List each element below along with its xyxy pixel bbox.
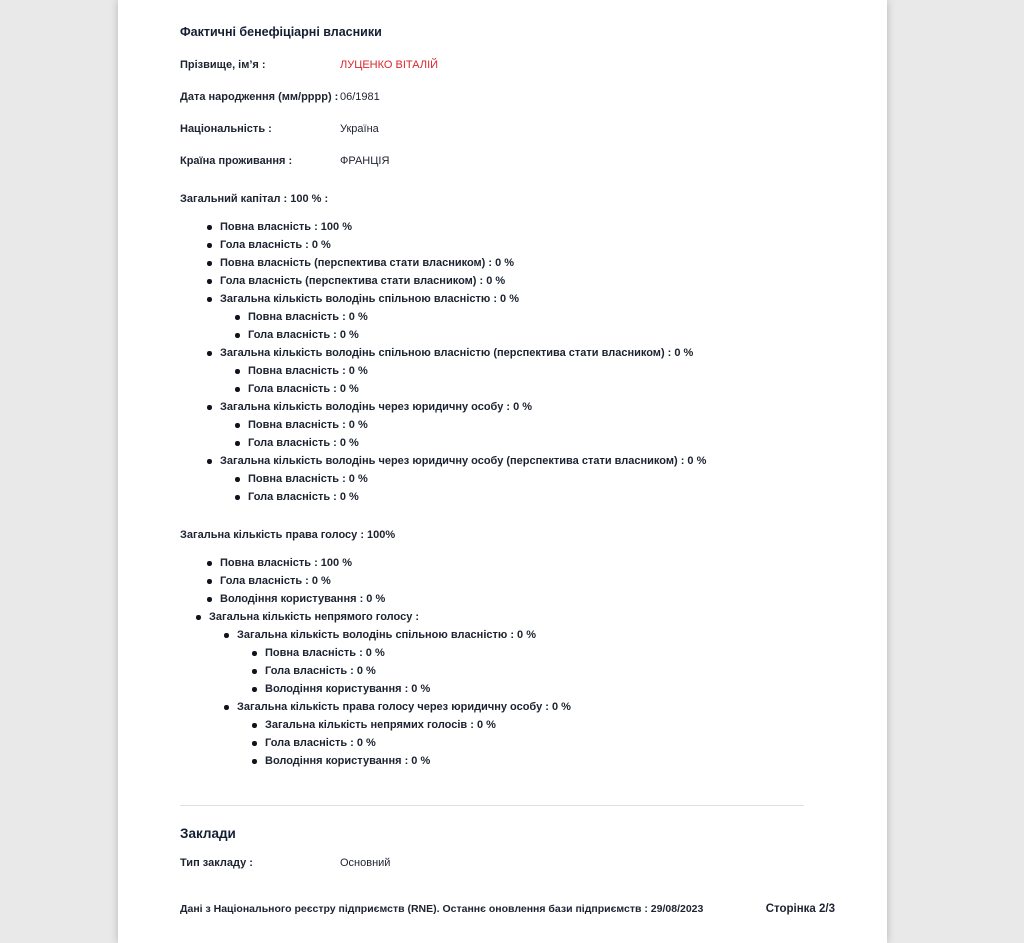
- list-item: [207, 593, 835, 606]
- list-item: [252, 737, 835, 750]
- list-item-text: Гола власність : 0 %: [265, 737, 376, 749]
- list-item: [252, 647, 835, 660]
- list-item-text: Загальна кількість володінь спільною власністю : 0 %: [220, 293, 520, 305]
- list-item-text: Повна власність : 0 %: [248, 365, 368, 377]
- field-row-birthdate: [180, 91, 835, 104]
- bullet-list: [220, 473, 835, 504]
- bullet-list: [220, 365, 835, 396]
- bullet-list: [220, 419, 835, 450]
- list-item: [235, 419, 835, 432]
- list-item-text: Загальна кількість володінь через юридичну особу (перспектива стати власником) : 0 %: [220, 455, 707, 467]
- bullet-list: [209, 629, 835, 768]
- voting-direct-list-container: [180, 557, 835, 606]
- list-item-text: Гола власність : 0 %: [248, 329, 359, 341]
- voting-indirect-list-container: [180, 611, 835, 768]
- field-row-residence-country: [180, 155, 835, 168]
- section-divider: [180, 805, 804, 806]
- list-item-text: Гола власність : 0 %: [248, 437, 359, 449]
- list-item-text: Загальна кількість права голосу через юридичну особу : 0 %: [237, 701, 571, 713]
- list-item: [207, 239, 835, 252]
- list-item-text: Повна власність : 0 %: [248, 311, 368, 323]
- list-item-text: Володіння користування : 0 %: [220, 593, 386, 605]
- page-footer: [180, 903, 835, 915]
- field-label: Країна проживання :: [180, 155, 293, 167]
- heading-voting-rights: Загальна кількість права голосу : 100%: [180, 529, 396, 541]
- list-item: [207, 455, 835, 504]
- list-item: [207, 257, 835, 270]
- page-content: [118, 0, 887, 870]
- list-item: [235, 311, 835, 324]
- list-item-text: Повна власність : 100 %: [220, 557, 352, 569]
- list-item: [196, 611, 835, 768]
- field-value-birthdate: 06/1981: [340, 91, 380, 103]
- page-number: Сторінка 2/3: [765, 903, 835, 915]
- section-title-beneficial-owners: Фактичні бенефіціарні власники: [180, 25, 382, 39]
- list-item: [235, 383, 835, 396]
- list-item-text: Повна власність (перспектива стати власником) : 0 %: [220, 257, 515, 269]
- field-label: Прізвище, ім’я :: [180, 59, 266, 71]
- list-item-text: Гола власність : 0 %: [248, 383, 359, 395]
- list-item: [252, 683, 835, 696]
- list-item-text: Гола власність (перспектива стати власником) : 0 %: [220, 275, 506, 287]
- list-item-text: Загальна кількість непрямих голосів : 0 %: [265, 719, 496, 731]
- field-row-name: [180, 59, 835, 72]
- list-item-text: Повна власність : 100 %: [220, 221, 352, 233]
- list-item: [235, 329, 835, 342]
- list-item-text: Гола власність : 0 %: [248, 491, 359, 503]
- field-row-establishment-type: [180, 857, 835, 870]
- list-item: [207, 575, 835, 588]
- field-row-nationality: [180, 123, 835, 136]
- list-item: [252, 665, 835, 678]
- list-item: [207, 347, 835, 396]
- list-item: [235, 491, 835, 504]
- list-item-text: Гола власність : 0 %: [220, 575, 331, 587]
- bullet-list: [180, 557, 835, 606]
- field-label: Тип закладу :: [180, 857, 253, 869]
- footer-source-note: Дані з Національного реєстру підприємств (RNE). Останнє оновлення бази підприємств : 29/08/2023: [180, 903, 704, 915]
- list-item-text: Гола власність : 0 %: [265, 665, 376, 677]
- bullet-list: [220, 311, 835, 342]
- list-item: [207, 401, 835, 450]
- field-value-owner-name: ЛУЦЕНКО ВІТАЛІЙ: [340, 59, 439, 71]
- list-item-text: Загальна кількість непрямого голосу :: [209, 611, 420, 623]
- list-item: [252, 755, 835, 768]
- list-item: [207, 221, 835, 234]
- field-value-residence-country: ФРАНЦІЯ: [340, 155, 390, 167]
- list-item: [207, 557, 835, 570]
- bullet-list: [237, 719, 835, 768]
- list-item: [235, 365, 835, 378]
- section-title-establishments: Заклади: [180, 826, 236, 841]
- list-item-text: Володіння користування : 0 %: [265, 755, 431, 767]
- list-item: [235, 473, 835, 486]
- list-item-text: Повна власність : 0 %: [265, 647, 385, 659]
- field-value-nationality: Україна: [340, 123, 379, 135]
- list-item-text: Загальна кількість володінь спільною власністю (перспектива стати власником) : 0 %: [220, 347, 694, 359]
- list-item: [224, 629, 835, 696]
- list-item-text: Повна власність : 0 %: [248, 419, 368, 431]
- list-item-text: Володіння користування : 0 %: [265, 683, 431, 695]
- heading-total-capital: Загальний капітал : 100 % :: [180, 193, 329, 205]
- list-item-text: Гола власність : 0 %: [220, 239, 331, 251]
- bullet-list: [237, 647, 835, 696]
- field-value-establishment-type: Основний: [340, 857, 391, 869]
- list-item: [235, 437, 835, 450]
- list-item: [252, 719, 835, 732]
- list-item: [224, 701, 835, 768]
- document-page: [118, 0, 887, 943]
- bullet-list: [180, 611, 835, 768]
- list-item: [207, 293, 835, 342]
- list-item-text: Загальна кількість володінь спільною власністю : 0 %: [237, 629, 537, 641]
- field-label: Національність :: [180, 123, 272, 135]
- list-item-text: Загальна кількість володінь через юридичну особу : 0 %: [220, 401, 533, 413]
- capital-list-container: [180, 221, 835, 504]
- list-item-text: Повна власність : 0 %: [248, 473, 368, 485]
- list-item: [207, 275, 835, 288]
- bullet-list: [180, 221, 835, 504]
- field-label: Дата народження (мм/рррр) :: [180, 91, 339, 103]
